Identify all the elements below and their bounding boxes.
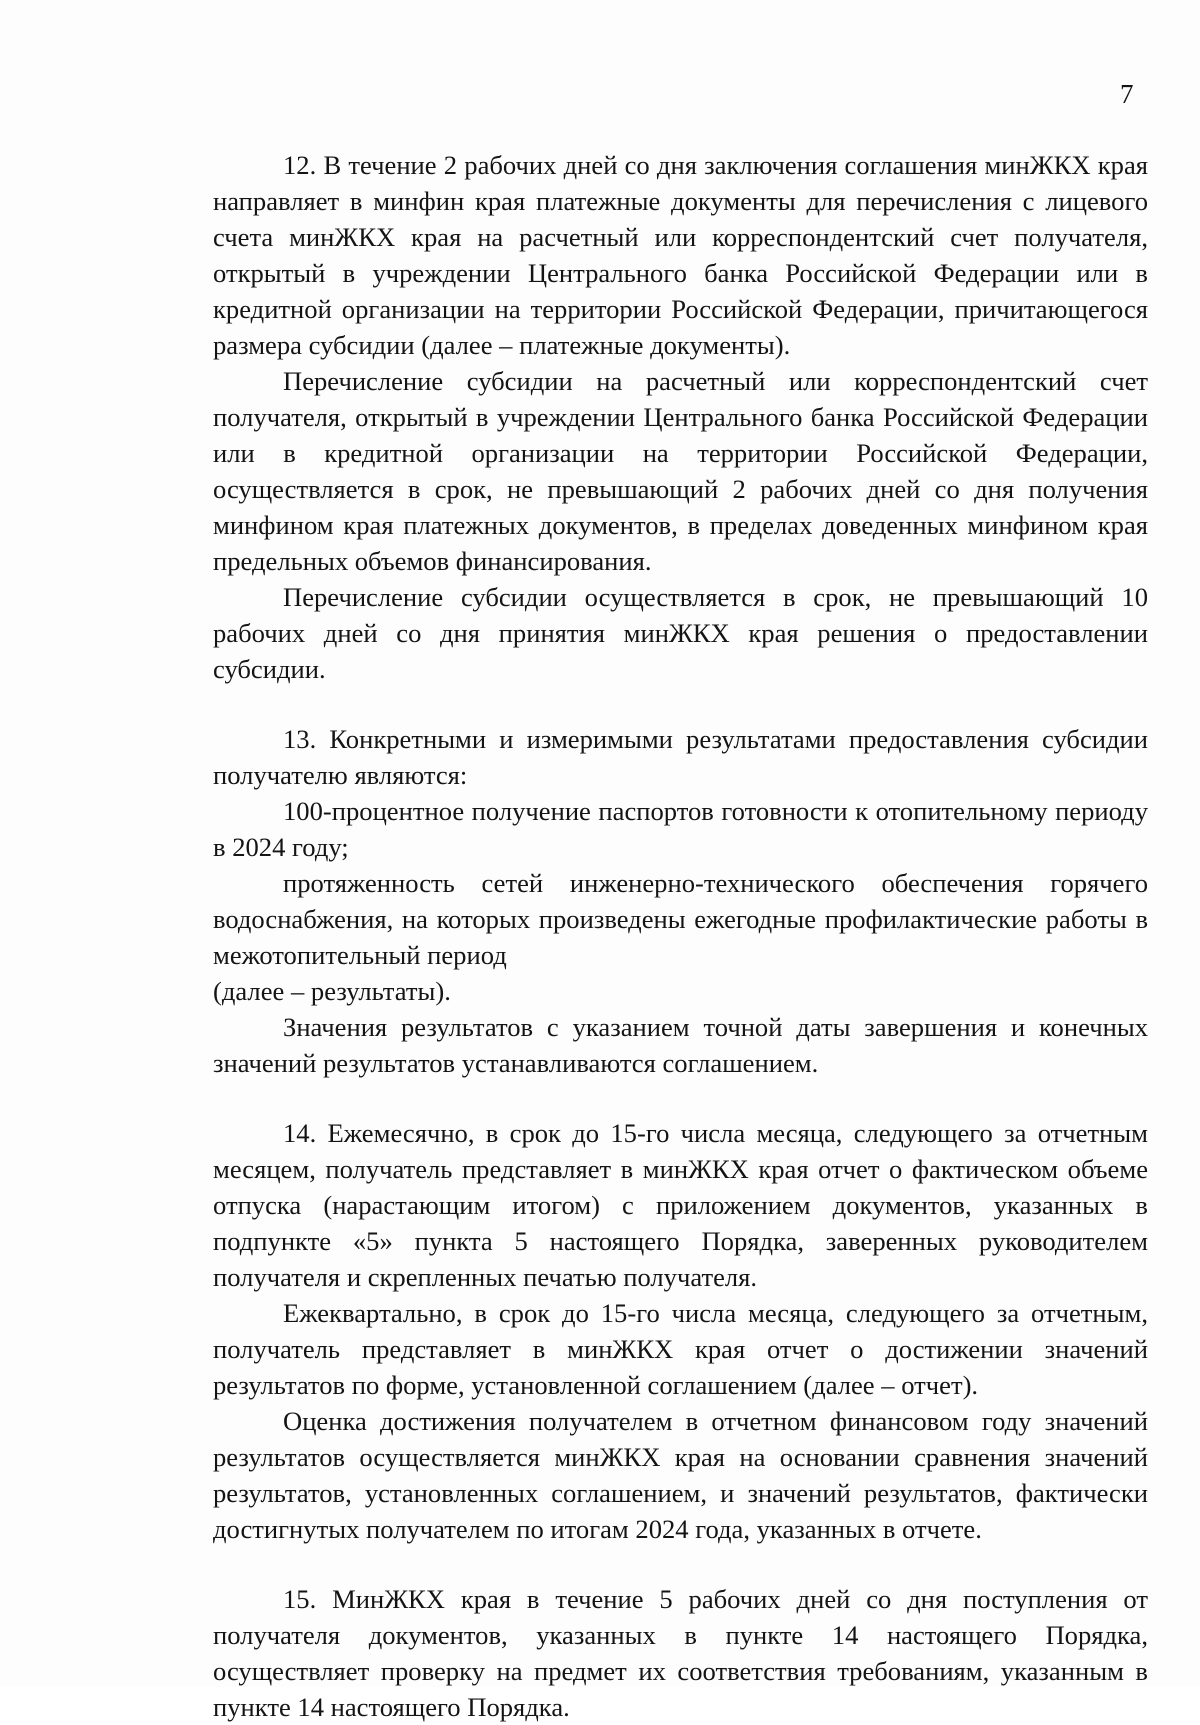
- paragraph-13-result-1: 100-процентное получение паспортов готовности к отопительному периоду в 2024 году;: [213, 796, 1148, 862]
- paragraph-13-definition: (далее – результаты).: [213, 976, 451, 1006]
- section-gap: [213, 1547, 1148, 1581]
- paragraph-13-result-2: протяженность сетей инженерно-технического обеспечения горячего водоснабжения, на которых произведены ежегодные профилактические работы в межотопительный период: [213, 868, 1148, 970]
- paragraph-15: 15. МинЖКХ края в течение 5 рабочих дней со дня поступления от получателя документов, указанных в пункте 14 настоящего Порядка, осуществляет проверку на предмет их соответствия требованиям, указанным в пункте 14 настоящего Порядка.: [213, 1584, 1148, 1722]
- paragraph-14-evaluation: Оценка достижения получателем в отчетном финансовом году значений результатов осуществляется минЖКХ края на основании сравнения значений результатов, установленных соглашением, и значений результатов, фактически достигнутых получателем по итогам 2024 года, указанных в отчете.: [213, 1406, 1148, 1544]
- paragraph-14: 14. Ежемесячно, в срок до 15-го числа месяца, следующего за отчетным месяцем, получатель представляет в минЖКХ края отчет о фактическом объеме отпуска (нарастающим итогом) с приложением документов, указанных в подпункте «5» пункта 5 настоящего Порядка, заверенных руководителем получателя и скрепленных печатью получателя.: [213, 1118, 1148, 1292]
- page-number: 7: [1120, 79, 1134, 109]
- paragraph-13: 13. Конкретными и измеримыми результатами предоставления субсидии получателю являются:: [213, 724, 1148, 790]
- section-gap: [213, 687, 1148, 721]
- document-body: [213, 147, 1148, 1725]
- paragraph-12: 12. В течение 2 рабочих дней со дня заключения соглашения минЖКХ края направляет в минфин края платежные документы для перечисления с лицевого счета минЖКХ края на расчетный или корреспондентский счет получателя, открытый в учреждении Центрального банка Российской Федерации или в кредитной организации на территории Российской Федерации, причитающегося размера субсидии (далее – платежные документы).: [213, 150, 1148, 360]
- paragraph-12-transfer: Перечисление субсидии на расчетный или корреспондентский счет получателя, открытый в учреждении Центрального банка Российской Федерации или в кредитной организации на территории Российской Федерации, осуществляется в срок, не превышающий 2 рабочих дней со дня получения минфином края платежных документов, в пределах доведенных минфином края предельных объемов финансирования.: [213, 366, 1148, 576]
- paragraph-13-values: Значения результатов с указанием точной даты завершения и конечных значений результатов устанавливаются соглашением.: [213, 1012, 1148, 1078]
- paragraph-14-quarterly: Ежеквартально, в срок до 15-го числа месяца, следующего за отчетным, получатель представляет в минЖКХ края отчет о достижении значений результатов по форме, установленной соглашением (далее – отчет).: [213, 1298, 1148, 1400]
- section-gap: [213, 1081, 1148, 1115]
- paragraph-12-term: Перечисление субсидии осуществляется в срок, не превышающий 10 рабочих дней со дня принятия минЖКХ края решения о предоставлении субсидии.: [213, 582, 1148, 684]
